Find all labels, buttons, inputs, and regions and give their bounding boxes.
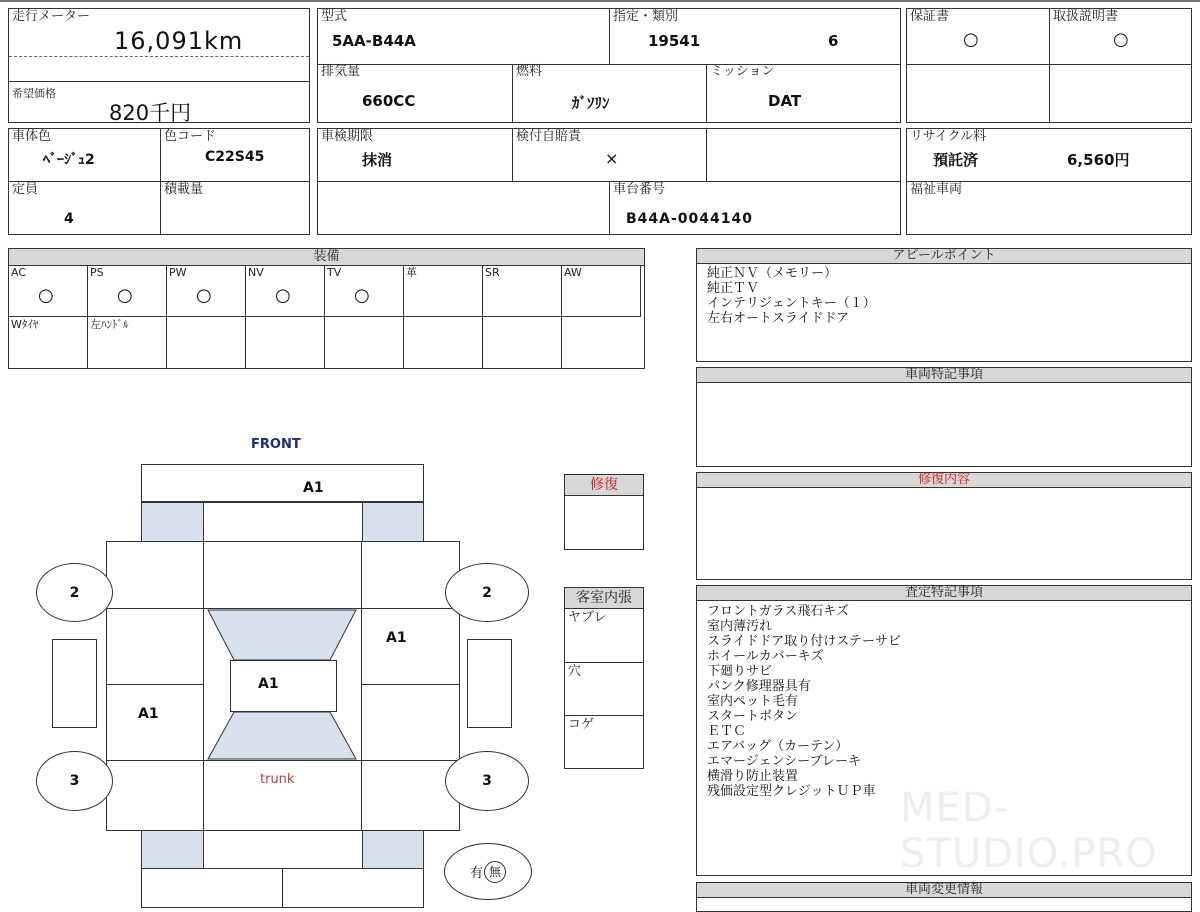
mission-label: ミッション	[710, 64, 775, 79]
equipment-value: ○	[38, 285, 54, 306]
manual-label: 取扱説明書	[1053, 9, 1119, 24]
displacement-value: 660CC	[362, 92, 416, 110]
interior-title: 客室内張	[565, 588, 643, 609]
fuel-value: ｶﾞｿﾘﾝ	[572, 94, 610, 112]
car-diagram	[0, 430, 560, 900]
tire-front-left: 2	[36, 563, 113, 622]
equipment-label: 革	[406, 266, 417, 279]
equipment-label: Wﾀｲﾔ	[11, 318, 39, 331]
equipment-label: PS	[90, 266, 104, 279]
spare-no-selected: 無	[484, 861, 506, 883]
color-value: ﾍﾞｰｼﾞｭ2	[43, 152, 95, 168]
interior-item-tear: ヤブレ	[568, 610, 607, 625]
trunk-label: trunk	[260, 772, 295, 787]
capacity-value: 4	[64, 211, 74, 227]
front-right-pillar	[362, 502, 424, 542]
inspection-value: 抹消	[362, 151, 393, 169]
interior-item-hole: 穴	[568, 664, 582, 679]
category-value: 6	[828, 32, 839, 50]
repair-details-box	[696, 472, 1192, 580]
designation-label: 指定・類別	[613, 9, 679, 24]
equipment-label: SR	[485, 266, 500, 279]
tire-rear-left: 3	[36, 751, 113, 811]
assessment-text: フロントガラス飛石キズ 室内薄汚れ スライドドア取り付けステーサビ ホイールカバーキズ 下廻りサビ パンク修理器具有 室内ペット毛有 スタートボタン ＥＴＣ エアバッグ（カーテン） エマージェンシーブレーキ 横滑り防止装置 残価設定型クレジットＵＰ車	[707, 604, 901, 799]
spec-box	[317, 8, 901, 123]
equipment-cell-革	[404, 265, 483, 317]
manual-value: ○	[1113, 29, 1129, 50]
equipment-cell-row2	[88, 317, 167, 369]
equipment-value: ○	[275, 285, 291, 306]
documents-box	[906, 8, 1192, 123]
equipment-cell-row2	[9, 317, 88, 369]
watermark: MED-STUDIO.PRO	[900, 785, 1158, 877]
mileage-value: 16,091km	[114, 27, 244, 55]
model-label: 型式	[321, 9, 348, 24]
equipment-box	[8, 248, 645, 369]
interior-box	[564, 587, 644, 769]
equipment-cell-tv	[325, 265, 404, 317]
mark-left-door: A1	[138, 706, 159, 722]
vehicle-notes-title: 車両特記事項	[697, 368, 1191, 383]
color-label: 車体色	[12, 129, 52, 144]
rear-left-pillar	[141, 830, 204, 869]
equipment-cell-ps	[88, 265, 167, 317]
appeal-text: 純正ＮＶ（メモリー） 純正ＴＶ インテリジェントキー（１） 左右オートスライドドア	[707, 266, 876, 326]
vehicle-change-box	[696, 882, 1192, 912]
rear-right-pillar	[362, 830, 424, 869]
left-side-panel	[52, 639, 97, 728]
inspection-box	[317, 128, 901, 235]
equipment-cell-sr	[483, 265, 562, 317]
mark-roof: A1	[258, 676, 279, 692]
mileage-box	[8, 8, 310, 123]
repair-title: 修復	[565, 475, 643, 496]
assessment-title: 査定特記事項	[697, 586, 1191, 601]
equipment-cell-row2	[167, 317, 246, 369]
equipment-cell-pw	[167, 265, 246, 317]
spare-yes: 有	[469, 866, 483, 881]
spare-tire	[444, 843, 532, 900]
price-value: 820千円	[109, 101, 192, 125]
recycle-label: リサイクル料	[910, 129, 987, 144]
rear-glass	[208, 712, 356, 759]
inspection-label: 車検期限	[321, 129, 374, 144]
equipment-label: AW	[564, 266, 582, 279]
equipment-cell-ac	[9, 265, 88, 317]
equipment-cell-row2	[404, 317, 483, 369]
warranty-value: ○	[963, 29, 979, 50]
load-label: 積載量	[164, 182, 204, 197]
recycle-fee: 6,560円	[1067, 151, 1130, 169]
equipment-cell-nv	[246, 265, 325, 317]
front-bumper	[141, 464, 424, 502]
right-side-panel	[467, 639, 512, 728]
repair-details-title: 修復内容	[697, 473, 1191, 488]
windshield	[208, 610, 356, 660]
chassis-value: B44A-0044140	[626, 211, 753, 227]
mark-right-door: A1	[386, 630, 407, 646]
vehicle-notes-box	[696, 367, 1192, 467]
equipment-label: NV	[248, 266, 264, 279]
insurance-value: ×	[605, 149, 619, 168]
equipment-label: PW	[169, 266, 187, 279]
equipment-label: AC	[11, 266, 27, 279]
repair-box	[564, 474, 644, 550]
front-label: FRONT	[251, 437, 301, 452]
hood-front	[203, 502, 363, 542]
mileage-label: 走行メーター	[12, 9, 91, 24]
tire-rear-right: 3	[445, 751, 529, 811]
capacity-label: 定員	[12, 182, 39, 197]
model-value: 5AA-B44A	[332, 32, 416, 50]
equipment-cell-row2	[483, 317, 562, 369]
equipment-value: ○	[354, 285, 370, 306]
fuel-label: 燃料	[516, 64, 543, 79]
warranty-label: 保証書	[910, 9, 950, 24]
recycle-status: 預託済	[933, 151, 979, 169]
equipment-label: 左ﾊﾝﾄﾞﾙ	[90, 318, 129, 331]
equipment-label: TV	[327, 266, 342, 279]
welfare-label: 福祉車両	[910, 182, 963, 197]
mission-value: DAT	[768, 92, 802, 110]
recycle-box	[906, 128, 1192, 235]
chassis-label: 車台番号	[613, 182, 666, 197]
color-code-label: 色コード	[164, 129, 217, 144]
appeal-title: アピールポイント	[697, 249, 1191, 264]
mark-front-bumper: A1	[303, 480, 324, 496]
equipment-cell-aw	[562, 265, 641, 317]
equipment-value: ○	[117, 285, 133, 306]
displacement-label: 排気量	[321, 64, 361, 79]
designation-value: 19541	[648, 32, 701, 50]
vehicle-change-title: 車両変更情報	[697, 883, 1191, 898]
color-code-value: C22S45	[205, 149, 265, 165]
tire-front-right: 2	[445, 563, 529, 622]
roof	[230, 660, 337, 712]
equipment-title: 装備	[9, 249, 644, 266]
rear-center	[203, 830, 363, 869]
insurance-label: 検付自賠責	[516, 129, 582, 144]
appeal-box	[696, 248, 1192, 362]
interior-item-burn: コゲ	[568, 717, 595, 732]
equipment-value: ○	[196, 285, 212, 306]
price-label: 希望価格	[12, 87, 56, 100]
front-left-pillar	[141, 502, 204, 542]
equipment-cell-row2	[325, 317, 404, 369]
equipment-cell-row2	[246, 317, 325, 369]
color-box	[8, 128, 310, 235]
